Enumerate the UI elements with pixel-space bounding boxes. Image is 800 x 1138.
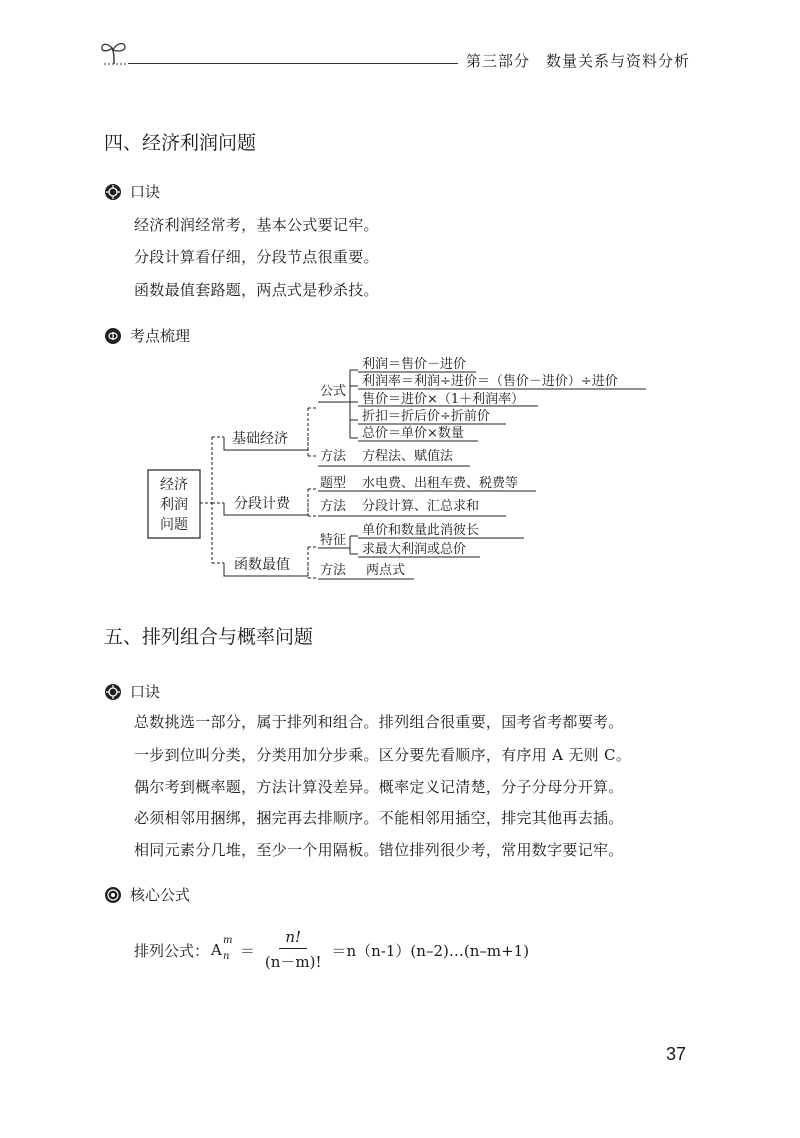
diagram-item: 利润＝售价－进价	[362, 357, 467, 372]
diagram-group-tag: 题型	[320, 476, 347, 491]
section-5-formula-heading	[104, 884, 190, 905]
concept-diagram	[140, 350, 660, 590]
diagram-item: 总价＝单价×数量	[362, 426, 464, 441]
rosette-icon	[104, 183, 122, 201]
page-number: 37	[666, 1044, 687, 1064]
formula-fraction	[259, 928, 328, 972]
diagram-item: 折扣＝折后价÷折前价	[362, 409, 490, 424]
permutation-symbol	[211, 935, 233, 962]
diagram-group-tag: 方法	[320, 449, 347, 464]
formula-prefix: 排列公式：	[134, 941, 210, 960]
diagram-item: 两点式	[366, 563, 406, 578]
formula-denominator: (n－m)!	[264, 953, 322, 971]
target-icon	[104, 886, 122, 904]
section-5-mnemonic-heading	[104, 681, 160, 702]
header-title: 第三部分 数量关系与资料分析	[466, 52, 691, 70]
diagram-item: 单价和数量此消彼长	[362, 523, 480, 538]
section-4-title: 四、经济利润问题	[104, 132, 257, 154]
mnemonic-line: 相同元素分几堆，至少一个用隔板。错位排列很少考，常用数字要记牢。	[134, 841, 624, 859]
diagram-group-tag: 公式	[320, 384, 347, 399]
diagram-item: 分段计算、汇总求和	[362, 499, 480, 514]
diagram-root-line: 问题	[160, 517, 188, 533]
mnemonic-line: 总数挑选一部分，属于排列和组合。排列组合很重要，国考省考都要考。	[134, 713, 624, 731]
perm-letter: A	[211, 941, 222, 959]
rosette-icon	[104, 683, 122, 701]
mnemonic-line: 偶尔考到概率题，方法计算没差异。概率定义记清楚，分子分母分开算。	[134, 778, 624, 796]
perm-sub: n	[223, 951, 230, 962]
diagram-item: 售价＝进价×（1＋利润率）	[362, 392, 525, 407]
outline-label: 考点梳理	[130, 327, 191, 345]
diagram-branch-label: 分段计费	[234, 496, 290, 512]
diagram-item: 水电费、出租车费、税费等	[362, 476, 519, 491]
mnemonic-line: 分段计算看仔细，分段节点很重要。	[134, 248, 379, 266]
mnemonic-line: 函数最值套路题，两点式是秒杀技。	[134, 281, 379, 299]
mnemonic-label: 口诀	[130, 183, 161, 201]
section-4-mnemonic-heading	[104, 181, 160, 202]
mnemonic-line: 必须相邻用捆绑，捆完再去排顺序。不能相邻用插空，排完其他再去插。	[134, 809, 624, 827]
diagram-group-tag: 特征	[320, 533, 347, 548]
section-4-outline-heading	[104, 325, 190, 346]
diagram-item: 方程法、赋值法	[362, 449, 454, 464]
permutation-formula: 排列公式： A m n ＝ $\frac{n!}{(n-m)!}$ ＝n（n-1）(n–2)…(n–m+1)	[134, 928, 530, 971]
formula-expansion: ＝n（n-1）(n–2)…(n–m+1)	[331, 941, 530, 960]
mnemonic-label: 口诀	[130, 683, 161, 701]
sprout-icon	[100, 38, 130, 66]
diagram-group-tag: 方法	[320, 563, 347, 578]
perm-sup: m	[223, 935, 233, 946]
diagram-root-line: 经济	[160, 477, 188, 493]
mnemonic-line: 经济利润经常考，基本公式要记牢。	[134, 216, 379, 234]
mnemonic-line: 一步到位叫分类，分类用加分步乘。区分要先看顺序，有序用 A 无则 C。	[134, 746, 632, 764]
diagram-item: 求最大利润或总价	[362, 542, 467, 557]
diagram-root-line: 利润	[160, 497, 188, 513]
brain-icon	[104, 327, 122, 345]
header-rule	[128, 63, 458, 64]
diagram-branch-label: 函数最值	[234, 557, 290, 573]
diagram-branch-label: 基础经济	[232, 431, 288, 447]
formula-numerator: n!	[279, 928, 307, 949]
formula-label: 核心公式	[130, 886, 191, 904]
diagram-group-tag: 方法	[320, 499, 347, 514]
diagram-item: 利润率＝利润÷进价＝（售价－进价）÷进价	[362, 374, 618, 389]
section-5-title: 五、排列组合与概率问题	[104, 626, 314, 648]
